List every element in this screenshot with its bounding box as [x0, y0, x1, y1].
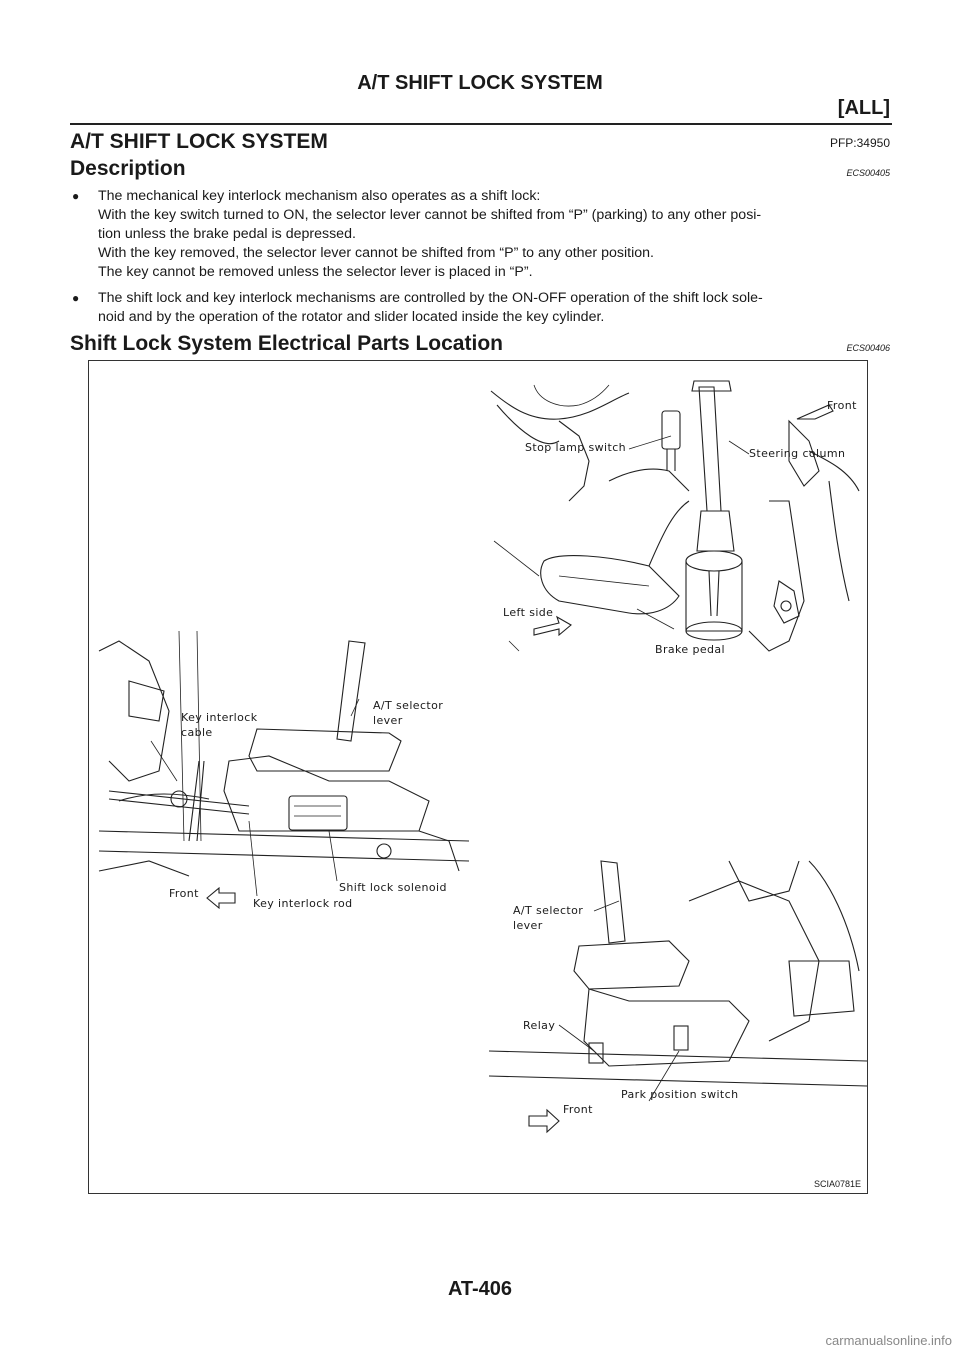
parts-location-figure [88, 360, 868, 1194]
description-code: ECS00405 [846, 168, 890, 178]
callout-steering-column: Steering column [749, 447, 846, 460]
watermark: carmanualsonline.info [825, 1333, 952, 1348]
callout-front-left: Front [169, 887, 199, 900]
parts-location-code: ECS00406 [846, 343, 890, 353]
callout-front-top: Front [827, 399, 857, 412]
bullet-line: With the key switch turned to ON, the selector lever cannot be shifted from “P” (parking) to any other posi- [98, 207, 762, 223]
callout-front-bottom: Front [563, 1103, 593, 1116]
parts-location-heading: Shift Lock System Electrical Parts Location [70, 332, 503, 355]
callout-left-side: Left side [503, 606, 554, 619]
callout-brake-pedal: Brake pedal [655, 643, 725, 656]
bullet-dot-icon: ● [72, 291, 80, 305]
running-header-title: A/T SHIFT LOCK SYSTEM [357, 72, 603, 94]
header-rule [70, 123, 892, 125]
pfp-code: PFP:34950 [829, 136, 890, 150]
callout-key-interlock-cable-line1: Key interlock [181, 711, 258, 724]
callout-park-position-switch: Park position switch [621, 1088, 739, 1101]
figure-code: SCIA0781E [813, 1179, 861, 1189]
key-interlock-drawing [99, 631, 469, 908]
callout-at-selector-lever-line1: A/T selector [373, 699, 444, 712]
callout-relay: Relay [523, 1019, 556, 1032]
callout-stop-lamp-switch: Stop lamp switch [525, 441, 627, 454]
bullet-line: noid and by the operation of the rotator and slider located inside the key cylinder. [98, 309, 605, 325]
callout-at-selector-lever-b-line2: lever [513, 919, 543, 932]
callout-shift-lock-solenoid: Shift lock solenoid [339, 881, 447, 894]
description-heading: Description [70, 157, 186, 180]
callout-key-interlock-rod: Key interlock rod [253, 897, 353, 910]
bullet-line: The mechanical key interlock mechanism also operates as a shift lock: [98, 188, 541, 204]
bullet-line: tion unless the brake pedal is depressed. [98, 226, 356, 242]
description-bullet-2 [70, 289, 892, 327]
bullet-line: The shift lock and key interlock mechanisms are controlled by the ON-OFF operation of the shift lock sole- [98, 290, 763, 306]
bullet-line: The key cannot be removed unless the selector lever is placed in “P”. [98, 264, 533, 280]
running-header-scope: [ALL] [837, 97, 890, 119]
bullet-line: With the key removed, the selector lever cannot be shifted from “P” to any other position. [98, 245, 654, 261]
callout-at-selector-lever-line2: lever [373, 714, 403, 727]
page-number: AT-406 [447, 1278, 513, 1300]
section-title: A/T SHIFT LOCK SYSTEM [70, 130, 328, 153]
callout-key-interlock-cable-line2: cable [181, 726, 213, 739]
description-bullet-1 [70, 187, 892, 282]
bullet-dot-icon: ● [72, 189, 80, 203]
callout-at-selector-lever-b-line1: A/T selector [513, 904, 584, 917]
figure-illustration [89, 361, 867, 1193]
